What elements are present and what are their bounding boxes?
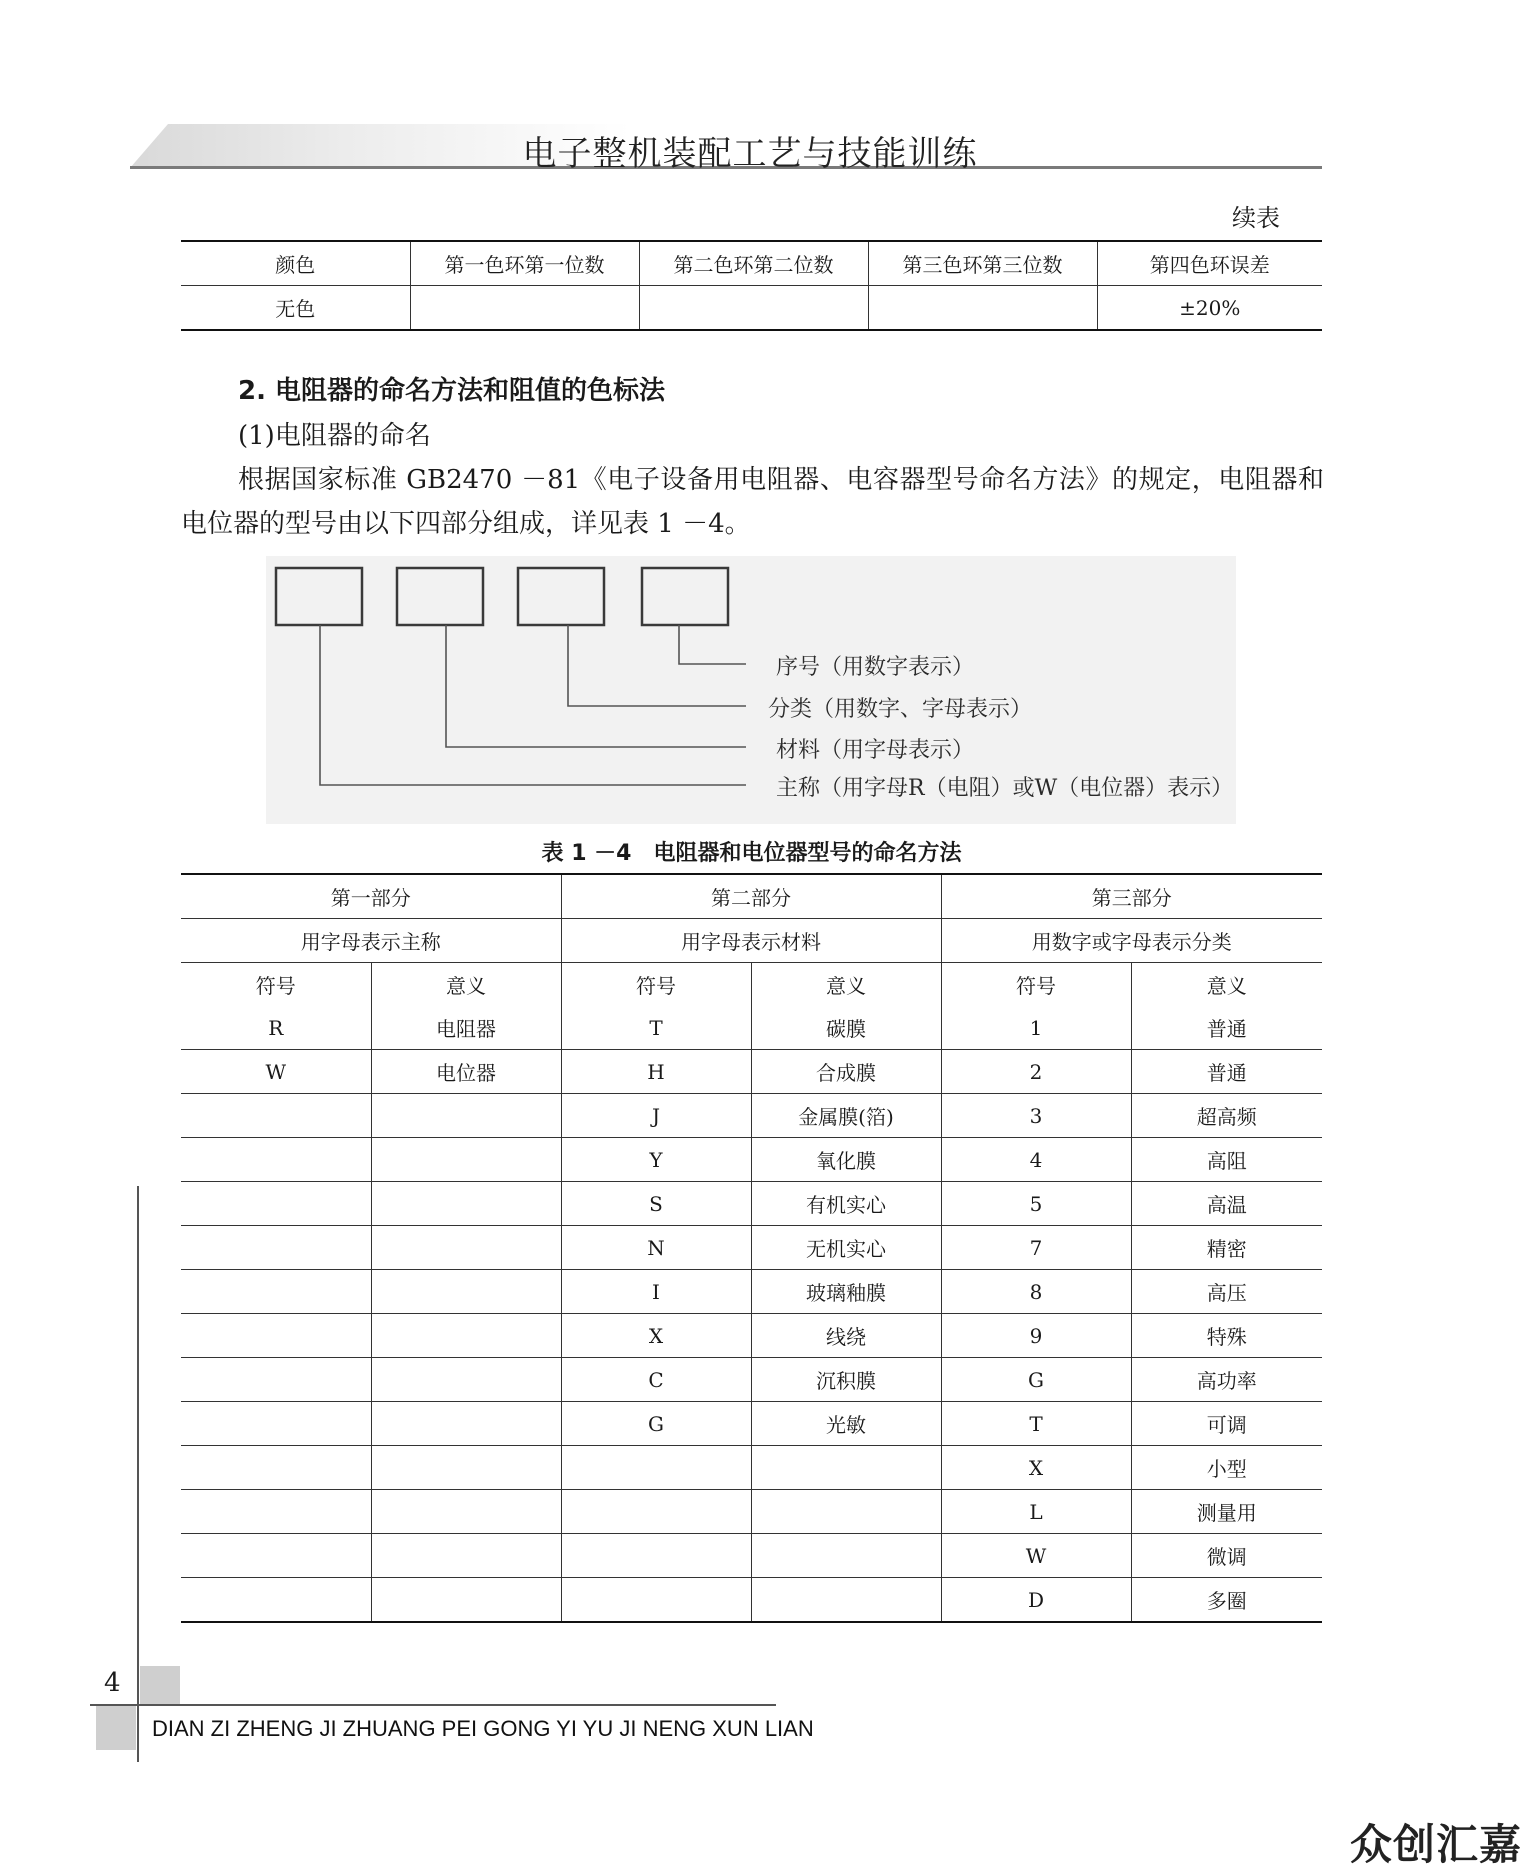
table-cell: 1	[941, 1006, 1131, 1050]
table-cell: 有机实心	[751, 1182, 941, 1226]
table-row	[181, 1138, 1322, 1182]
table-header-cell: 第二色环第二位数	[639, 241, 868, 286]
leader-line-4	[679, 625, 746, 664]
leader-line-1	[320, 625, 746, 785]
color-code-table	[181, 240, 1322, 331]
label-material: 材料（用字母表示）	[776, 738, 975, 763]
table-row	[181, 1402, 1322, 1446]
table-cell: ±20%	[1097, 286, 1322, 331]
body-paragraph: 根据国家标准 GB2470 －81《电子设备用电阻器、电容器型号命名方法》的规定，电阻器和电位器的型号由以下四部分组成，详见表 1 －4。	[181, 465, 1324, 539]
table-cell: 8	[941, 1270, 1131, 1314]
table-header-cell: 颜色	[181, 241, 410, 286]
watermark-logo: 众创汇嘉	[1350, 1820, 1522, 1869]
table-cell: 高功率	[1131, 1358, 1322, 1402]
table-row	[181, 1534, 1322, 1578]
table-cell: 合成膜	[751, 1050, 941, 1094]
leader-line-2	[446, 625, 746, 747]
table-cell	[371, 1182, 561, 1226]
table-cell: C	[561, 1358, 751, 1402]
table-cell: 高温	[1131, 1182, 1322, 1226]
table-row	[181, 1578, 1322, 1623]
table-row	[181, 1358, 1322, 1402]
table-cell	[181, 1094, 371, 1138]
table-row	[181, 1490, 1322, 1534]
table-cell: 测量用	[1131, 1490, 1322, 1534]
box-part1	[276, 568, 362, 625]
table-cell: J	[561, 1094, 751, 1138]
table-cell: 7	[941, 1226, 1131, 1270]
table-cell	[371, 1226, 561, 1270]
table-cell: X	[561, 1314, 751, 1358]
table-header-cell: 第四色环误差	[1097, 241, 1322, 286]
table-cell: 普通	[1131, 1050, 1322, 1094]
table-cell: D	[941, 1578, 1131, 1623]
table-cell	[561, 1534, 751, 1578]
column-header: 符号	[941, 963, 1131, 1007]
part-header: 第一部分	[181, 874, 561, 919]
table-cell	[181, 1402, 371, 1446]
label-main-name: 主称（用字母R（电阻）或W（电位器）表示）	[776, 776, 1234, 801]
table-cell: 碳膜	[751, 1006, 941, 1050]
part-description: 用字母表示主称	[181, 919, 561, 963]
table-cell: 无色	[275, 297, 316, 321]
table-cell: W	[181, 1050, 371, 1094]
table-cell: 高压	[1131, 1270, 1322, 1314]
table-row	[181, 1006, 1322, 1050]
footer-vertical-rule	[137, 1186, 139, 1762]
table-cell: 精密	[1131, 1226, 1322, 1270]
table-cell: 多圈	[1131, 1578, 1322, 1623]
label-classification: 分类（用数字、字母表示）	[768, 697, 1033, 722]
table-cell	[561, 1490, 751, 1534]
table-cell: 小型	[1131, 1446, 1322, 1490]
table-cell	[561, 1446, 751, 1490]
table-cell	[751, 1578, 941, 1623]
table-cell: 9	[941, 1314, 1131, 1358]
naming-diagram	[266, 556, 1236, 824]
table-row	[181, 1094, 1322, 1138]
table-row	[181, 1182, 1322, 1226]
column-header: 意义	[1131, 963, 1322, 1007]
table-cell	[181, 1578, 371, 1623]
table-cell	[181, 1358, 371, 1402]
table-cell: G	[941, 1358, 1131, 1402]
table-header-cell: 第一色环第一位数	[410, 241, 639, 286]
table-body	[181, 1006, 1322, 1622]
table-cell: T	[561, 1006, 751, 1050]
part-header: 第三部分	[941, 874, 1322, 919]
table-cell: 电位器	[371, 1050, 561, 1094]
table-cell	[181, 1314, 371, 1358]
table-cell	[181, 1138, 371, 1182]
table-cell: L	[941, 1490, 1131, 1534]
table-cell: 氧化膜	[751, 1138, 941, 1182]
table-cell: 微调	[1131, 1534, 1322, 1578]
table-cell: R	[181, 1006, 371, 1050]
section-heading: 2. 电阻器的命名方法和阻值的色标法	[238, 376, 666, 406]
table-cell	[371, 1490, 561, 1534]
table-cell	[371, 1138, 561, 1182]
column-header: 符号	[255, 974, 296, 998]
table-cell: S	[561, 1182, 751, 1226]
table-cell: X	[941, 1446, 1131, 1490]
table-cell	[181, 1182, 371, 1226]
table-cell	[181, 1534, 371, 1578]
table-cell	[371, 1446, 561, 1490]
table-cell	[371, 1314, 561, 1358]
table-header-cell: 第三色环第三位数	[868, 241, 1097, 286]
table-cell	[181, 1226, 371, 1270]
table-row	[181, 1270, 1322, 1314]
table-row	[181, 1314, 1322, 1358]
part-header: 第二部分	[561, 874, 941, 919]
column-header: 意义	[751, 963, 941, 1007]
label-sequence: 序号（用数字表示）	[776, 655, 975, 680]
naming-table	[181, 873, 1322, 1623]
table-row	[181, 1226, 1322, 1270]
box-part4	[642, 568, 728, 625]
table-cell	[371, 1094, 561, 1138]
box-part3	[518, 568, 604, 625]
part-description: 用数字或字母表示分类	[941, 919, 1322, 963]
footer-square	[140, 1666, 180, 1704]
book-title: 电子整机装配工艺与技能训练	[522, 134, 978, 174]
table-cell	[371, 1402, 561, 1446]
table-cell: 4	[941, 1138, 1131, 1182]
table-caption: 表 1 －4 电阻器和电位器型号的命名方法	[541, 841, 962, 866]
table-cell	[751, 1446, 941, 1490]
continued-label: 续表	[1232, 204, 1280, 232]
table-cell	[639, 286, 868, 331]
table-cell: W	[941, 1534, 1131, 1578]
table-cell: I	[561, 1270, 751, 1314]
table-cell	[410, 286, 639, 331]
table-cell: 3	[941, 1094, 1131, 1138]
table-cell: 5	[941, 1182, 1131, 1226]
column-header: 意义	[371, 963, 561, 1007]
table-cell: G	[561, 1402, 751, 1446]
table-cell: Y	[561, 1138, 751, 1182]
table-row	[181, 1446, 1322, 1490]
box-part2	[397, 568, 483, 625]
table-cell	[751, 1534, 941, 1578]
table-cell	[868, 286, 1097, 331]
table-cell: 2	[941, 1050, 1131, 1094]
leader-line-3	[568, 625, 746, 706]
table-cell: 高阻	[1131, 1138, 1322, 1182]
table-row	[181, 1050, 1322, 1094]
table-cell: 超高频	[1131, 1094, 1322, 1138]
footer-rule	[90, 1704, 776, 1706]
table-cell: 金属膜(箔)	[751, 1094, 941, 1138]
table-cell	[371, 1270, 561, 1314]
subsection-heading: (1)电阻器的命名	[238, 421, 431, 451]
table-cell: 电阻器	[371, 1006, 561, 1050]
part-description: 用字母表示材料	[561, 919, 941, 963]
table-cell	[371, 1358, 561, 1402]
table-cell: 可调	[1131, 1402, 1322, 1446]
table-cell: 无机实心	[751, 1226, 941, 1270]
table-cell: T	[941, 1402, 1131, 1446]
table-cell	[181, 1490, 371, 1534]
table-cell: 玻璃釉膜	[751, 1270, 941, 1314]
table-cell	[371, 1578, 561, 1623]
column-header: 符号	[561, 963, 751, 1007]
table-cell	[561, 1578, 751, 1623]
table-cell: 沉积膜	[751, 1358, 941, 1402]
footer-square	[96, 1706, 136, 1750]
table-cell: N	[561, 1226, 751, 1270]
table-cell	[751, 1490, 941, 1534]
table-cell	[181, 1446, 371, 1490]
table-cell: H	[561, 1050, 751, 1094]
table-cell: 线绕	[751, 1314, 941, 1358]
page-number: 4	[104, 1668, 121, 1698]
table-cell: 特殊	[1131, 1314, 1322, 1358]
table-cell: 光敏	[751, 1402, 941, 1446]
table-cell	[371, 1534, 561, 1578]
table-cell: 普通	[1131, 1006, 1322, 1050]
table-cell	[181, 1270, 371, 1314]
running-title: DIAN ZI ZHENG JI ZHUANG PEI GONG YI YU JI NENG XUN LIAN	[152, 1716, 814, 1741]
